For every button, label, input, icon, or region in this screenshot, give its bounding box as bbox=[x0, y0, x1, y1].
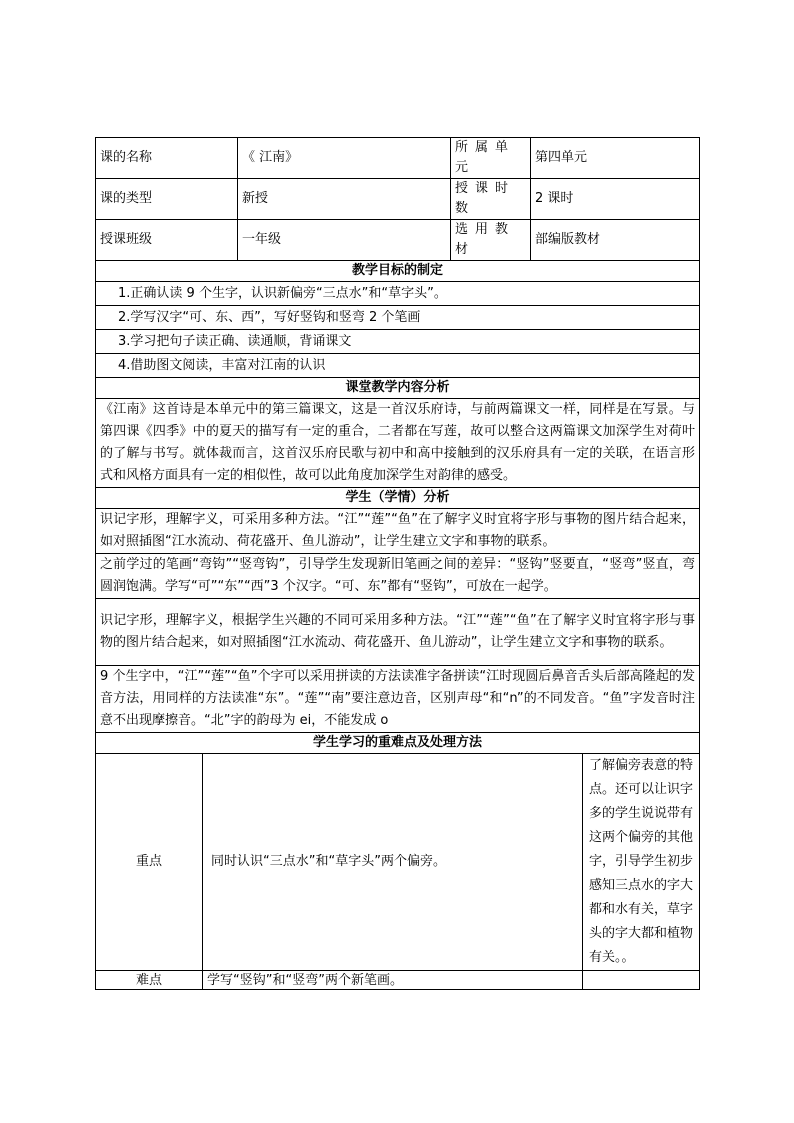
course-type-label: 课的类型 bbox=[96, 179, 238, 220]
unit-label: 所属单元 bbox=[451, 138, 531, 179]
course-type-value: 新授 bbox=[238, 179, 451, 220]
key-points-table bbox=[95, 753, 700, 990]
class-label: 授课班级 bbox=[96, 220, 238, 261]
focus-label: 重点 bbox=[96, 754, 203, 971]
goal-item: 4.借助图文阅读，丰富对江南的认识 bbox=[96, 354, 700, 378]
goal-item: 2.学写汉字“可、东、西”，写好竖钩和竖弯 2 个笔画 bbox=[96, 306, 700, 330]
course-type-row bbox=[96, 179, 700, 220]
focus-note: 了解偏旁表意的特点。还可以让识字多的学生说说带有这两个偏旁的其他字，引导学生初步感知三点水的字大都和水有关，草字头的字大都和植物有关。。 bbox=[583, 754, 700, 971]
course-name-value: 《 江南》 bbox=[238, 138, 451, 179]
lesson-plan-table bbox=[95, 137, 700, 754]
analysis-paragraph: 之前学过的笔画“弯钩”“竖弯钩”，引导学生发现新旧笔画之间的差异：“竖钩”竖要直，“竖弯”竖直，弯圆润饱满。学写“可”“东”“西”3 个汉字。“可、东”都有“竖钩”，可放在一起学。 bbox=[96, 554, 700, 599]
analysis-heading: 学生（学情）分析 bbox=[96, 488, 700, 509]
textbook-value: 部编版教材 bbox=[531, 220, 700, 261]
unit-value: 第四单元 bbox=[531, 138, 700, 179]
analysis-paragraph: 9 个生字中，“江”“莲”“鱼”个字可以采用拼读的方法读准字备拼读“江时现圆后鼻音舌头后部高隆起的发音方法，用同样的方法读准“东”。“莲”“南”要注意边音，区别声母“和“n”的不同发音。“鱼”字发音时注意不出现摩擦音。“北”字的韵母为 ei，不能发成 o bbox=[96, 666, 700, 733]
course-name-row bbox=[96, 138, 700, 179]
analysis-paragraph: 识记字形，理解字义，可采用多种方法。“江”“莲”“鱼”在了解字义时宜将字形与事物的图片结合起来，如对照插图“江水流动、荷花盛开、鱼儿游动”，让学生建立文字和事物的联系。 bbox=[96, 509, 700, 554]
content-analysis-text: 《江南》这首诗是本单元中的第三篇课文，这是一首汉乐府诗，与前两篇课文一样，同样是在写景。与第四课《四季》中的夏天的描写有一定的重合，二者都在写莲，故可以整合这两篇课文加深学生对荷叶的了解与书写。就体裁而言，这首汉乐府民歌与初中和高中接触到的汉乐府具有一定的关联，在语言形式和风格方面具有一定的相似性，故可以此角度加深学生对韵律的感受。 bbox=[96, 399, 700, 488]
lesson-plan-sheet bbox=[95, 137, 699, 990]
content-heading: 课堂教学内容分析 bbox=[96, 378, 700, 399]
focus-text: 同时认识“三点水”和“草字头”两个偏旁。 bbox=[203, 754, 583, 971]
goal-item: 3.学习把句子读正确、读通顺，背诵课文 bbox=[96, 330, 700, 354]
hours-value: 2 课时 bbox=[531, 179, 700, 220]
difficulty-label: 难点 bbox=[96, 971, 203, 990]
goal-item: 1.正确认读 9 个生字，认识新偏旁“三点水”和“草字头”。 bbox=[96, 282, 700, 306]
goals-heading: 教学目标的制定 bbox=[96, 261, 700, 282]
class-row bbox=[96, 220, 700, 261]
course-name-label: 课的名称 bbox=[96, 138, 238, 179]
difficulty-note bbox=[583, 971, 700, 990]
difficulty-text: 学写“竖钩”和“竖弯”两个新笔画。 bbox=[203, 971, 583, 990]
hours-label: 授课时数 bbox=[451, 179, 531, 220]
difficulty-row bbox=[96, 971, 700, 990]
key-points-heading: 学生学习的重难点及处理方法 bbox=[96, 733, 700, 754]
class-value: 一年级 bbox=[238, 220, 451, 261]
textbook-label: 选用教材 bbox=[451, 220, 531, 261]
focus-row bbox=[96, 754, 700, 971]
analysis-paragraph: 识记字形，理解字义，根据学生兴趣的不同可采用多种方法。“江”“莲”“鱼”在了解字义时宜将字形与事物的图片结合起来，如对照插图“江水流动、荷花盛开、鱼儿游动”，让学生建立文字和事物的联系。 bbox=[96, 599, 700, 666]
